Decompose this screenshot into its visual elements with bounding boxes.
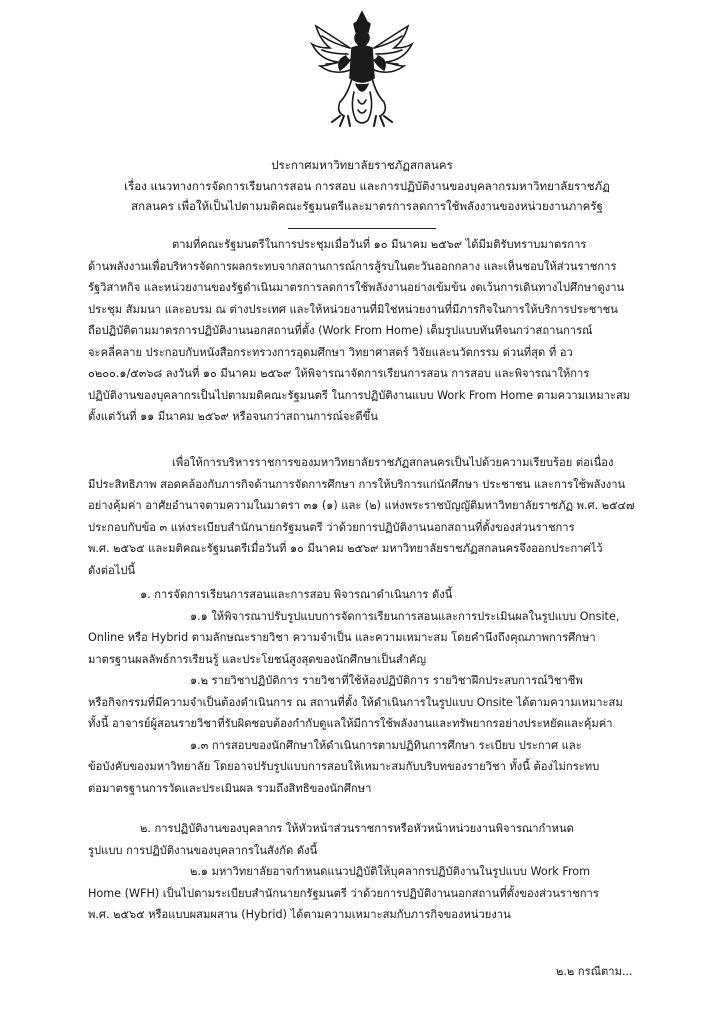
item-1-1-line: มาตรฐานผลลัพธ์การเรียนรู้ และประโยชน์สูงสุดของนักศึกษาเป็นสำคัญ bbox=[88, 652, 427, 666]
item-2-1-line: ๒.๑ มหาวิทยาลัยอาจกำหนดแนวปฏิบัติให้บุคลากรปฏิบัติงานในรูปแบบ Work From bbox=[190, 865, 591, 878]
announcement-subject bbox=[62, 176, 672, 216]
continued-marker: ๒.๒ กรณีตาม... bbox=[556, 965, 633, 978]
garuda-emblem-icon bbox=[310, 8, 414, 136]
paragraph-line: ตั้งแต่วันที่ ๑๑ มีนาคม ๒๕๖๙ หรือจนกว่าสถานการณ์จะดีขึ้น bbox=[88, 410, 378, 423]
subject-line: สกลนคร เพื่อให้เป็นไปตามมติคณะรัฐมนตรีและมาตรการลดการใช้พลังงานของหน่วยงานภาครัฐ bbox=[131, 199, 603, 213]
paragraph-line: ปฏิบัติงานของบุคลากรเป็นไปตามมติคณะรัฐมนตรี ในการปฏิบัติงานแบบ Work From Home ตามความเหมาะสม bbox=[88, 388, 631, 402]
subject-line: เรื่อง แนวทางการจัดการเรียนการสอน การสอบ และการปฏิบัติงานของบุคลากรมหาวิทยาลัยราชภัฏ bbox=[124, 179, 610, 193]
item-2-1-line: Home (WFH) เป็นไปตามระเบียบสำนักนายกรัฐมนตรี ว่าด้วยการปฏิบัติงานนอกสถานที่ตั้งของส่วนราชการ bbox=[88, 886, 599, 900]
announcement-title: ประกาศมหาวิทยาลัยราชภัฏสกลนคร bbox=[271, 158, 453, 172]
paragraph-line: จะคลี่คลาย ประกอบกับหนังสือกระทรวงการอุดมศึกษา วิทยาศาสตร์ วิจัยและนวัตกรรม ด่วนที่สุด ที่ อว bbox=[88, 345, 573, 359]
section-heading: ๑. การจัดการเรียนการสอนและการสอบ พิจารณาดำเนินการ ดังนี้ bbox=[140, 588, 453, 601]
paragraph-line: ประชุม สัมมนา และอบรม ณ ต่างประเทศ และให้หน่วยงานที่มิใช่หน่วยงานที่มีภารกิจในการให้บริการประชาชน bbox=[88, 302, 618, 316]
section-heading: ๒. การปฏิบัติงานของบุคลากร ให้หัวหน้าส่วนราชการหรือหัวหน้าหน่วยงานพิจารณากำหนด bbox=[140, 822, 574, 835]
paragraph-line: รัฐวิสาหกิจ และหน่วยงานของรัฐดำเนินมาตรการลดการใช้พลังงานอย่างเข้มข้น งดเว้นการเดินทางไปศึกษาดูงาน bbox=[88, 281, 625, 294]
paragraph-line: ถือปฏิบัติตามมาตรการปฏิบัติงานนอกสถานที่ตั้ง (Work From Home) เต็มรูปแบบทันทีจนกว่าสถานการณ์ bbox=[88, 324, 593, 337]
paragraph-line: ดังต่อไปนี้ bbox=[88, 563, 136, 577]
item-1-2-line: ทั้งนี้ อาจารย์ผู้สอนรายวิชาที่รับผิดชอบต้องกำกับดูแลให้มีการใช้พลังงานและทรัพยากรอย่างประหยัดและคุ้มค่า bbox=[88, 717, 613, 730]
item-1-2-line: หรือกิจกรรมที่มีความจำเป็นต้องดำเนินการ ณ สถานที่ตั้ง ให้ดำเนินการในรูปแบบ Onsite ได้ตามความเหมาะสม bbox=[88, 695, 623, 709]
paragraph-line: มีประสิทธิภาพ สอดคล้องกับภารกิจด้านการจัดการศึกษา การให้บริการแก่นักศึกษา ประชาชน และการใช้พลังงาน bbox=[88, 477, 626, 491]
preamble-paragraph bbox=[88, 234, 672, 428]
item-2-1-line: พ.ศ. ๒๕๖๕ หรือแบบผสมผสาน (Hybrid) ได้ตามความเหมาะสมกับภารกิจของหน่วยงาน bbox=[88, 908, 511, 921]
paragraph-line: ๐๒๐๐.๑/๕๓๖๘ ลงวันที่ ๑๐ มีนาคม ๒๕๖๙ ให้พิจารณาจัดการเรียนการสอน การสอบ และพิจารณาให้การ bbox=[88, 367, 590, 380]
paragraph-line: ด้านพลังงานเพื่อบริหารจัดการผลกระทบจากสถานการณ์การสู้รบในตะวันออกกลาง และเห็นชอบให้ส่วนราชการ bbox=[88, 259, 617, 273]
purpose-paragraph bbox=[88, 452, 672, 581]
section-1 bbox=[88, 584, 672, 799]
item-1-3-line: ๑.๓ การสอบของนักศึกษาให้ดำเนินการตามปฏิทินการศึกษา ระเบียบ ประกาศ และ bbox=[190, 738, 582, 752]
header-divider bbox=[288, 228, 436, 229]
item-1-1-line: Online หรือ Hybrid ตามลักษณะรายวิชา ความจำเป็น และความเหมาะสม โดยคำนึงถึงคุณภาพการศึกษา bbox=[88, 631, 596, 644]
item-1-2-line: ๑.๒ รายวิชาปฏิบัติการ รายวิชาที่ใช้ห้องปฏิบัติการ รายวิชาฝึกประสบการณ์วิชาชีพ bbox=[190, 674, 583, 687]
paragraph-line: ประกอบกับข้อ ๓ แห่งระเบียบสำนักนายกรัฐมนตรี ว่าด้วยการปฏิบัติงานนอกสถานที่ตั้งของส่วนราชการ bbox=[88, 520, 575, 534]
paragraph-line: เพื่อให้การบริหารราชการของมหาวิทยาลัยราชภัฏสกลนครเป็นไปด้วยความเรียบร้อย ต่อเนื่อง bbox=[172, 456, 614, 469]
item-1-3-line: ต่อมาตรฐานการวัดและประเมินผล รวมถึงสิทธิของนักศึกษา bbox=[88, 781, 372, 795]
section-heading: รูปแบบ การปฏิบัติงานของบุคลากรในสังกัด ดังนี้ bbox=[88, 843, 318, 857]
section-2 bbox=[88, 818, 672, 926]
item-1-3-line: ข้อบังคับของมหาวิทยาลัย โดยอาจปรับรูปแบบการสอบให้เหมาะสมกับบริบทของรายวิชา ทั้งนี้ ต้องไม่กระทบ bbox=[88, 760, 600, 773]
item-1-1-line: ๑.๑ ให้พิจารณาปรับรูปแบบการจัดการเรียนการสอนและการประเมินผลในรูปแบบ Onsite, bbox=[190, 609, 620, 623]
paragraph-line: อย่างคุ้มค่า อาศัยอำนาจตามความในมาตรา ๓๑ (๑) และ (๒) แห่งพระราชบัญญัติมหาวิทยาลัยราชภัฏ พ.ศ. ๒๕๔๗ bbox=[88, 499, 635, 512]
paragraph-line: พ.ศ. ๒๕๖๕ และมติคณะรัฐมนตรีเมื่อวันที่ ๑๐ มีนาคม ๒๕๖๙ มหาวิทยาลัยราชภัฏสกลนครจึงออกประกาศไว้ bbox=[88, 542, 603, 555]
paragraph-line: ตามที่คณะรัฐมนตรีในการประชุมเมื่อวันที่ ๑๐ มีนาคม ๒๕๖๙ ได้มีมติรับทราบมาตรการ bbox=[172, 238, 587, 251]
